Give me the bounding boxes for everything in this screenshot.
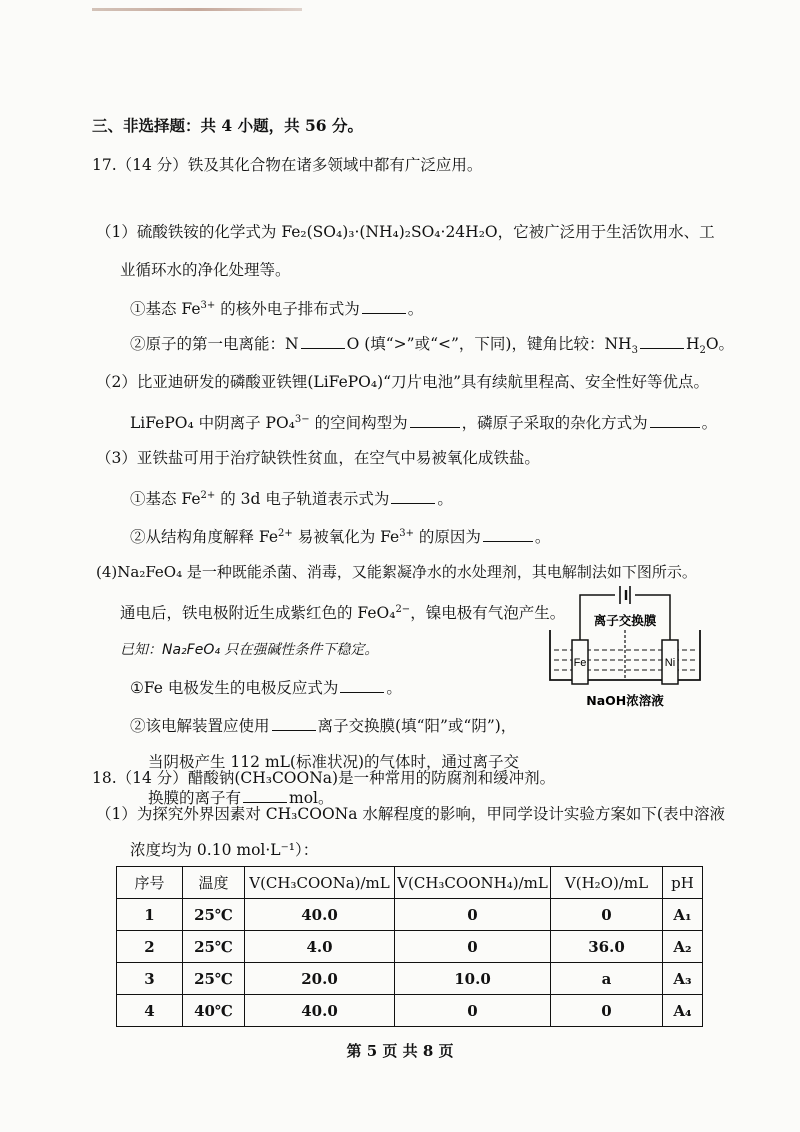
answer-blank[interactable] bbox=[410, 413, 460, 428]
table-cell: 2 bbox=[117, 931, 183, 963]
table-header: 序号 bbox=[117, 867, 183, 899]
q17-p1-formula: Fe₂(SO₄)₃·(NH₄)₂SO₄·24H₂O bbox=[281, 223, 498, 241]
table-cell: 25℃ bbox=[183, 899, 245, 931]
q17-number: 17. bbox=[92, 156, 117, 174]
table-header-row bbox=[117, 867, 703, 899]
q17-p4-q1-a: ①Fe 电极发生的电极反应式为 bbox=[130, 679, 339, 697]
q17-p2-q-c: ，磷原子采取的杂化方式为 bbox=[461, 414, 648, 433]
q17-p1-q2-c: H bbox=[685, 335, 700, 353]
table-cell: A₂ bbox=[663, 931, 703, 963]
table-cell: 0 bbox=[395, 899, 551, 931]
q17-stem: 铁及其化合物在诸多领域中都有广泛应用。 bbox=[187, 156, 483, 174]
section-title: 三、非选择题：共 4 小题，共 56 分。 bbox=[92, 116, 363, 135]
table-cell: 0 bbox=[551, 899, 663, 931]
table-header: V(CH₃COONH₄)/mL bbox=[395, 867, 551, 899]
answer-blank[interactable] bbox=[243, 788, 287, 803]
table-cell: 40.0 bbox=[245, 995, 395, 1027]
q17-p1-q1-a: ①基态 Fe bbox=[130, 300, 201, 319]
q17-header bbox=[92, 155, 482, 175]
ni-electrode-label: Ni bbox=[664, 657, 676, 669]
q18-p1-label: （1） bbox=[96, 805, 137, 823]
q17-p4-q2-a: ②该电解装置应使用 bbox=[130, 717, 270, 735]
table-header: V(CH₃COONa)/mL bbox=[245, 867, 395, 899]
q18-p1-line2: 浓度均为 0.10 mol·L⁻¹）： bbox=[130, 841, 319, 859]
q17-p4-q2 bbox=[130, 716, 516, 736]
q17-p2-label: （2） bbox=[96, 373, 137, 391]
table-header: pH bbox=[663, 867, 703, 899]
q17-p3-q1-b: 的 3d 电子轨道表示式为 bbox=[215, 490, 390, 509]
table-cell: 25℃ bbox=[183, 931, 245, 963]
q17-p1-q2-b: O (填“>”或“<”，下同)，键角比较：NH bbox=[346, 335, 632, 353]
answer-blank[interactable] bbox=[301, 334, 345, 349]
table-row bbox=[117, 963, 703, 995]
answer-blank[interactable] bbox=[391, 489, 435, 504]
q17-p4-label: (4) bbox=[96, 563, 118, 581]
answer-blank[interactable] bbox=[483, 527, 533, 542]
table-cell: 0 bbox=[395, 931, 551, 963]
table-cell: 4 bbox=[117, 995, 183, 1027]
q17-p1-q1-sup: 3+ bbox=[200, 300, 216, 311]
experiment-table bbox=[116, 866, 703, 1027]
q17-p3-q1 bbox=[130, 486, 453, 509]
q17-p2-text: 比亚迪研发的磷酸亚铁锂(LiFePO₄)“刀片电池”具有续航里程高、安全性好等优点。 bbox=[136, 373, 709, 391]
q18-number: 18. bbox=[92, 769, 117, 787]
q17-p1-q2-a: ②原子的第一电离能：N bbox=[130, 335, 299, 353]
q17-p1-line2: 业循环水的净化处理等。 bbox=[120, 261, 291, 279]
q17-p2-q-b: 的空间构型为 bbox=[309, 414, 408, 433]
table-header: V(H₂O)/mL bbox=[551, 867, 663, 899]
table-cell: A₃ bbox=[663, 963, 703, 995]
q17-p1-text-a: 硫酸铁铵的化学式为 bbox=[136, 223, 282, 241]
q17-p3-q2-end: 。 bbox=[534, 528, 551, 547]
q17-p4-q1 bbox=[130, 678, 402, 698]
q17-p4-text-b-sup: 2− bbox=[395, 604, 411, 615]
q17-p3-label: （3） bbox=[96, 449, 137, 467]
q17-p3-q1-end: 。 bbox=[437, 490, 453, 509]
answer-blank[interactable] bbox=[640, 334, 684, 349]
answer-blank[interactable] bbox=[272, 716, 316, 731]
q17-p1-label: （1） bbox=[96, 223, 137, 241]
q17-p4-note: 已知：Na₂FeO₄ 只在强碱性条件下稳定。 bbox=[120, 642, 379, 658]
table-row bbox=[117, 899, 703, 931]
q17-p3-q2-sup2: 3+ bbox=[399, 528, 414, 539]
q17-p3-text: 亚铁盐可用于治疗缺铁性贫血，在空气中易被氧化成铁盐。 bbox=[136, 449, 540, 467]
table-cell: 36.0 bbox=[551, 931, 663, 963]
q17-p4-q2-e: mol。 bbox=[289, 789, 334, 807]
q17-p4-q1-end: 。 bbox=[386, 679, 402, 697]
table-cell: 3 bbox=[117, 963, 183, 995]
q18-p1-line1 bbox=[96, 804, 725, 824]
q18-p1-text: 为探究外界因素对 CH₃COONa 水解程度的影响，甲同学设计实验方案如下(表中溶液 bbox=[136, 805, 725, 823]
fe-electrode-label: Fe bbox=[573, 657, 587, 669]
q17-p4-q2-d: 换膜的离子有 bbox=[148, 789, 242, 807]
table-cell: 0 bbox=[551, 995, 663, 1027]
q17-p4-text-b1: 通电后，铁电极附近生成紫红色的 FeO₄ bbox=[120, 604, 396, 623]
answer-blank[interactable] bbox=[362, 299, 406, 314]
q17-p4-line2 bbox=[120, 600, 565, 623]
q17-p1-q1-end: 。 bbox=[407, 300, 424, 319]
q17-p2-q-a: LiFePO₄ 中阴离子 PO₄ bbox=[130, 414, 295, 433]
q17-p1-q2-d: O。 bbox=[705, 335, 735, 353]
q17-p4-text-b2: ，镍电极有气泡产生。 bbox=[410, 604, 566, 623]
table-cell: 40.0 bbox=[245, 899, 395, 931]
table-cell: 10.0 bbox=[395, 963, 551, 995]
table-header: 温度 bbox=[183, 867, 245, 899]
q17-p3-q1-sup: 2+ bbox=[200, 490, 216, 501]
answer-blank[interactable] bbox=[340, 678, 384, 693]
q17-p3-q2-b: 易被氧化为 Fe bbox=[292, 528, 400, 547]
membrane-label: 离子交换膜 bbox=[593, 613, 657, 628]
q17-p1-line1 bbox=[96, 222, 715, 242]
table-cell: a bbox=[551, 963, 663, 995]
table-cell: 40℃ bbox=[183, 995, 245, 1027]
table-row bbox=[117, 995, 703, 1027]
q17-score: （14 分） bbox=[116, 156, 188, 174]
q17-p1-text-b: ，它被广泛用于生活饮用水、工 bbox=[497, 223, 715, 241]
q17-p2-q bbox=[130, 410, 717, 433]
q17-p3-q2-c: 的原因为 bbox=[413, 528, 481, 547]
q18-stem: 醋酸钠(CH₃COONa)是一种常用的防腐剂和缓冲剂。 bbox=[187, 769, 556, 787]
table-cell: 0 bbox=[395, 995, 551, 1027]
table-cell: 20.0 bbox=[245, 963, 395, 995]
table-cell: A₄ bbox=[663, 995, 703, 1027]
table-cell: 1 bbox=[117, 899, 183, 931]
q17-p3-q2-sup: 2+ bbox=[278, 528, 293, 539]
table-row bbox=[117, 931, 703, 963]
q17-p3-line1 bbox=[96, 448, 540, 468]
q18-header bbox=[92, 768, 555, 788]
q18-score: （14 分） bbox=[116, 769, 188, 787]
table-cell: 4.0 bbox=[245, 931, 395, 963]
q17-p3-q2-a: ②从结构角度解释 Fe bbox=[130, 528, 279, 547]
q17-p4-q2-b: 离子交换膜(填“阳”或“阴”)， bbox=[317, 717, 517, 735]
table-cell: 25℃ bbox=[183, 963, 245, 995]
q17-p2-line1 bbox=[96, 372, 709, 392]
q17-p4-q2-line2: 当阴极产生 112 mL(标准状况)的气体时，通过离子交 bbox=[148, 753, 520, 771]
q17-p3-q1-a: ①基态 Fe bbox=[130, 490, 201, 509]
battery-icon bbox=[620, 586, 630, 604]
electrolysis-cell-diagram bbox=[540, 580, 710, 720]
q17-p2-q-sup: 3− bbox=[294, 414, 310, 425]
answer-blank[interactable] bbox=[650, 413, 700, 428]
scan-mark bbox=[92, 8, 302, 11]
q17-p1-q2 bbox=[130, 334, 734, 361]
q17-p1-q1-b: 的核外电子排布式为 bbox=[215, 300, 360, 319]
q17-p3-q2 bbox=[130, 524, 550, 547]
q17-p4-text-a: Na₂FeO₄ 是一种既能杀菌、消毒，又能絮凝净水的水处理剂，其电解制法如下图所示。 bbox=[117, 563, 697, 581]
table-cell: A₁ bbox=[663, 899, 703, 931]
q17-p2-q-end: 。 bbox=[701, 414, 718, 433]
q17-p4-line1 bbox=[96, 562, 697, 582]
page-footer: 第 5 页 共 8 页 bbox=[346, 1042, 454, 1060]
q17-p1-q2-sub: 3 bbox=[631, 345, 638, 357]
q17-p1-q1 bbox=[130, 296, 423, 319]
solution-label: NaOH浓溶液 bbox=[586, 693, 664, 708]
q17-p1-q2-sub2: 2 bbox=[699, 345, 706, 357]
